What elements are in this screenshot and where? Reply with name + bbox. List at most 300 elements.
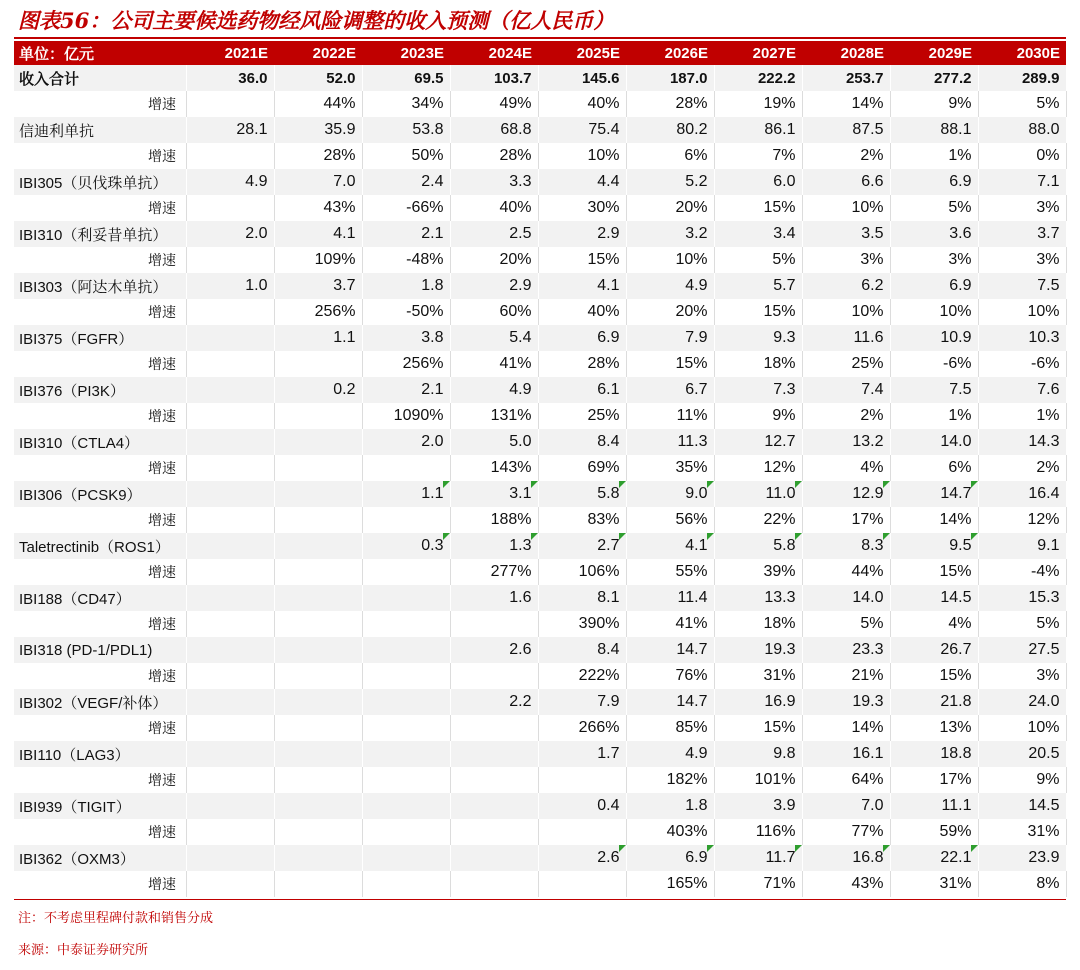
table-cell: 10%: [890, 299, 978, 325]
row-label: 增速: [14, 455, 186, 481]
table-cell: 3.9: [714, 793, 802, 819]
table-cell: -66%: [362, 195, 450, 221]
table-cell: 1%: [978, 403, 1066, 429]
table-cell: 56%: [626, 507, 714, 533]
table-cell: [274, 403, 362, 429]
table-cell: 10%: [978, 715, 1066, 741]
table-cell: 15%: [538, 247, 626, 273]
table-cell: 15%: [714, 299, 802, 325]
table-cell: 9%: [714, 403, 802, 429]
table-cell: 16.8: [802, 845, 890, 871]
table-cell: [186, 741, 274, 767]
table-cell: 64%: [802, 767, 890, 793]
table-cell: 49%: [450, 91, 538, 117]
table-cell: 6%: [626, 143, 714, 169]
table-cell: 222%: [538, 663, 626, 689]
table-cell: 9.0: [626, 481, 714, 507]
table-cell: [186, 377, 274, 403]
revenue-forecast-table: [14, 41, 1067, 897]
table-cell: 5%: [978, 611, 1066, 637]
row-label: 收入合计: [14, 65, 186, 91]
row-label: 增速: [14, 247, 186, 273]
table-cell: 131%: [450, 403, 538, 429]
table-cell: 3%: [802, 247, 890, 273]
table-cell: 5.4: [450, 325, 538, 351]
table-cell: 2.6: [538, 845, 626, 871]
table-cell: 4.9: [186, 169, 274, 195]
table-cell: 8.1: [538, 585, 626, 611]
table-cell: 12%: [714, 455, 802, 481]
column-header: 2024E: [450, 41, 538, 65]
table-cell: [186, 871, 274, 897]
table-cell: 3.7: [978, 221, 1066, 247]
table-cell: 19.3: [802, 689, 890, 715]
table-cell: [186, 429, 274, 455]
table-row: [14, 533, 1066, 559]
table-cell: 53.8: [362, 117, 450, 143]
table-cell: 7.9: [538, 689, 626, 715]
table-cell: 28%: [538, 351, 626, 377]
table-cell: 5%: [714, 247, 802, 273]
row-label: IBI303（阿达木单抗）: [14, 273, 186, 299]
table-cell: 266%: [538, 715, 626, 741]
table-cell: 28%: [274, 143, 362, 169]
table-cell: [362, 871, 450, 897]
table-cell: [450, 611, 538, 637]
table-cell: 7.4: [802, 377, 890, 403]
table-cell: [274, 455, 362, 481]
table-cell: 12.9: [802, 481, 890, 507]
table-cell: 11.7: [714, 845, 802, 871]
table-cell: 20%: [450, 247, 538, 273]
table-cell: 277%: [450, 559, 538, 585]
page-title: 图表56：公司主要候选药物经风险调整的收入预测（亿人民币）: [18, 8, 615, 33]
table-cell: 16.1: [802, 741, 890, 767]
table-cell: 69%: [538, 455, 626, 481]
table-cell: 3.4: [714, 221, 802, 247]
table-cell: 88.0: [978, 117, 1066, 143]
table-cell: 13%: [890, 715, 978, 741]
table-row: [14, 377, 1066, 403]
table-cell: 2%: [978, 455, 1066, 481]
table-cell: 14%: [890, 507, 978, 533]
table-cell: [274, 689, 362, 715]
table-cell: 2.2: [450, 689, 538, 715]
table-cell: [274, 793, 362, 819]
table-cell: [362, 611, 450, 637]
table-cell: 289.9: [978, 65, 1066, 91]
table-cell: 2.9: [450, 273, 538, 299]
table-cell: 36.0: [186, 65, 274, 91]
table-cell: 165%: [626, 871, 714, 897]
table-cell: [186, 559, 274, 585]
table-cell: [274, 533, 362, 559]
table-cell: 8.4: [538, 429, 626, 455]
table-cell: 59%: [890, 819, 978, 845]
table-cell: [186, 507, 274, 533]
table-cell: 6.2: [802, 273, 890, 299]
table-cell: 1.6: [450, 585, 538, 611]
table-cell: [274, 663, 362, 689]
table-cell: [274, 637, 362, 663]
table-cell: [186, 715, 274, 741]
table-cell: 2.0: [186, 221, 274, 247]
table-cell: 7.5: [978, 273, 1066, 299]
table-cell: 6.6: [802, 169, 890, 195]
table-cell: 4.4: [538, 169, 626, 195]
table-cell: 1090%: [362, 403, 450, 429]
row-label: IBI318 (PD-1/PDL1): [14, 637, 186, 663]
table-cell: 10%: [626, 247, 714, 273]
table-cell: 187.0: [626, 65, 714, 91]
row-label: 增速: [14, 767, 186, 793]
table-cell: 60%: [450, 299, 538, 325]
row-label: Taletrectinib（ROS1）: [14, 533, 186, 559]
table-cell: 7.9: [626, 325, 714, 351]
table-cell: [186, 455, 274, 481]
table-cell: [450, 715, 538, 741]
table-cell: 15.3: [978, 585, 1066, 611]
table-cell: [186, 767, 274, 793]
table-cell: 2.4: [362, 169, 450, 195]
table-cell: 69.5: [362, 65, 450, 91]
table-cell: 5.2: [626, 169, 714, 195]
table-cell: 43%: [274, 195, 362, 221]
footnote: 注：不考虑里程碑付款和销售分成: [18, 911, 214, 926]
table-cell: 0.4: [538, 793, 626, 819]
table-cell: 68.8: [450, 117, 538, 143]
table-row: [14, 481, 1066, 507]
table-cell: [186, 143, 274, 169]
table-cell: 8%: [978, 871, 1066, 897]
table-row: [14, 65, 1066, 91]
column-header: 2025E: [538, 41, 626, 65]
table-cell: 101%: [714, 767, 802, 793]
row-label: IBI939（TIGIT）: [14, 793, 186, 819]
table-cell: 15%: [714, 195, 802, 221]
table-cell: [186, 689, 274, 715]
table-cell: [186, 845, 274, 871]
column-header: 2029E: [890, 41, 978, 65]
table-cell: 5%: [890, 195, 978, 221]
table-cell: 3.8: [362, 325, 450, 351]
table-cell: [450, 845, 538, 871]
table-cell: 403%: [626, 819, 714, 845]
table-cell: 277.2: [890, 65, 978, 91]
table-cell: 4.9: [626, 273, 714, 299]
table-cell: 1.1: [274, 325, 362, 351]
table-cell: 14.7: [890, 481, 978, 507]
table-cell: 40%: [538, 91, 626, 117]
table-cell: 52.0: [274, 65, 362, 91]
table-cell: 31%: [890, 871, 978, 897]
table-cell: [186, 325, 274, 351]
table-cell: 9.5: [890, 533, 978, 559]
table-cell: [186, 533, 274, 559]
growth-row: [14, 91, 1066, 117]
table-cell: 6.9: [626, 845, 714, 871]
table-cell: [362, 637, 450, 663]
table-row: [14, 793, 1066, 819]
table-cell: 31%: [714, 663, 802, 689]
table-cell: 77%: [802, 819, 890, 845]
table-cell: [274, 767, 362, 793]
table-cell: 7.0: [274, 169, 362, 195]
table-cell: 16.9: [714, 689, 802, 715]
column-header: 单位：亿元: [14, 41, 186, 65]
table-cell: 21%: [802, 663, 890, 689]
growth-row: [14, 195, 1066, 221]
growth-row: [14, 871, 1066, 897]
table-cell: 0.3: [362, 533, 450, 559]
footer-divider: [14, 899, 1066, 900]
table-cell: 10.3: [978, 325, 1066, 351]
row-label: IBI310（CTLA4）: [14, 429, 186, 455]
table-cell: 12%: [978, 507, 1066, 533]
table-cell: 14.7: [626, 637, 714, 663]
table-cell: 2%: [802, 403, 890, 429]
growth-row: [14, 507, 1066, 533]
table-cell: 5%: [978, 91, 1066, 117]
row-label: IBI362（OXM3）: [14, 845, 186, 871]
table-cell: 11.6: [802, 325, 890, 351]
table-cell: -6%: [890, 351, 978, 377]
table-cell: 22%: [714, 507, 802, 533]
table-row: [14, 117, 1066, 143]
table-cell: 15%: [626, 351, 714, 377]
table-cell: 40%: [538, 299, 626, 325]
growth-row: [14, 767, 1066, 793]
table-cell: 3%: [978, 247, 1066, 273]
table-cell: 222.2: [714, 65, 802, 91]
table-cell: 3%: [978, 195, 1066, 221]
row-label: IBI376（PI3K）: [14, 377, 186, 403]
row-label: 增速: [14, 351, 186, 377]
table-cell: 3%: [890, 247, 978, 273]
table-cell: 2.6: [450, 637, 538, 663]
table-cell: 35%: [626, 455, 714, 481]
table-cell: 6.7: [626, 377, 714, 403]
table-cell: [186, 663, 274, 689]
table-cell: [274, 507, 362, 533]
source-note: 来源：中泰证券研究所: [18, 943, 149, 958]
table-cell: 87.5: [802, 117, 890, 143]
table-cell: [274, 481, 362, 507]
row-label: IBI375（FGFR）: [14, 325, 186, 351]
table-cell: 8.3: [802, 533, 890, 559]
table-cell: 11%: [626, 403, 714, 429]
growth-row: [14, 819, 1066, 845]
table-cell: 17%: [802, 507, 890, 533]
table-cell: 9.3: [714, 325, 802, 351]
table-cell: 1.1: [362, 481, 450, 507]
row-label: IBI306（PCSK9）: [14, 481, 186, 507]
table-cell: 28%: [450, 143, 538, 169]
table-cell: 9.1: [978, 533, 1066, 559]
table-cell: 41%: [450, 351, 538, 377]
table-cell: 12.7: [714, 429, 802, 455]
table-cell: 19%: [714, 91, 802, 117]
table-cell: 17%: [890, 767, 978, 793]
table-cell: 10%: [802, 299, 890, 325]
table-cell: 43%: [802, 871, 890, 897]
row-label: 增速: [14, 611, 186, 637]
table-cell: [274, 611, 362, 637]
table-cell: 35.9: [274, 117, 362, 143]
table-cell: 0.2: [274, 377, 362, 403]
table-cell: 16.4: [978, 481, 1066, 507]
table-cell: 3.5: [802, 221, 890, 247]
table-cell: [274, 819, 362, 845]
table-cell: 106%: [538, 559, 626, 585]
column-header: 2028E: [802, 41, 890, 65]
table-cell: [450, 767, 538, 793]
table-cell: 10%: [978, 299, 1066, 325]
row-label: 增速: [14, 819, 186, 845]
table-cell: 34%: [362, 91, 450, 117]
table-cell: 44%: [274, 91, 362, 117]
growth-row: [14, 351, 1066, 377]
title-divider: [14, 37, 1066, 39]
table-cell: 20%: [626, 195, 714, 221]
table-cell: [450, 819, 538, 845]
table-cell: 26.7: [890, 637, 978, 663]
table-cell: 2.0: [362, 429, 450, 455]
table-cell: [362, 819, 450, 845]
table-cell: 40%: [450, 195, 538, 221]
column-header: 2022E: [274, 41, 362, 65]
row-label: 增速: [14, 299, 186, 325]
table-cell: 1%: [890, 143, 978, 169]
column-header: 2023E: [362, 41, 450, 65]
table-cell: 11.3: [626, 429, 714, 455]
table-cell: 4%: [802, 455, 890, 481]
table-cell: [538, 819, 626, 845]
table-cell: 7.5: [890, 377, 978, 403]
table-cell: 6.9: [890, 273, 978, 299]
table-cell: 88.1: [890, 117, 978, 143]
table-cell: 7.6: [978, 377, 1066, 403]
table-cell: 28%: [626, 91, 714, 117]
row-label: IBI188（CD47）: [14, 585, 186, 611]
table-row: [14, 585, 1066, 611]
row-label: 信迪利单抗: [14, 117, 186, 143]
table-cell: 44%: [802, 559, 890, 585]
table-cell: 5.8: [538, 481, 626, 507]
table-cell: [274, 741, 362, 767]
table-cell: [274, 585, 362, 611]
table-cell: [362, 793, 450, 819]
table-cell: 14.7: [626, 689, 714, 715]
table-cell: 18%: [714, 611, 802, 637]
table-cell: [186, 247, 274, 273]
table-cell: [450, 871, 538, 897]
table-cell: 3.3: [450, 169, 538, 195]
table-cell: 14.0: [802, 585, 890, 611]
table-cell: 2.9: [538, 221, 626, 247]
table-cell: -6%: [978, 351, 1066, 377]
table-cell: 10%: [802, 195, 890, 221]
table-cell: 23.9: [978, 845, 1066, 871]
table-cell: 18.8: [890, 741, 978, 767]
growth-row: [14, 663, 1066, 689]
table-cell: 253.7: [802, 65, 890, 91]
table-cell: 13.2: [802, 429, 890, 455]
table-cell: [186, 819, 274, 845]
table-cell: 80.2: [626, 117, 714, 143]
table-cell: 4.1: [274, 221, 362, 247]
table-cell: 2.5: [450, 221, 538, 247]
table-cell: [538, 767, 626, 793]
growth-row: [14, 455, 1066, 481]
table-row: [14, 273, 1066, 299]
table-cell: [186, 481, 274, 507]
table-cell: 25%: [802, 351, 890, 377]
table-cell: 1.7: [538, 741, 626, 767]
table-cell: 7%: [714, 143, 802, 169]
table-cell: 3.1: [450, 481, 538, 507]
table-cell: 1.0: [186, 273, 274, 299]
table-header-row: [14, 41, 1066, 65]
table-body: [14, 65, 1066, 897]
growth-row: [14, 403, 1066, 429]
table-cell: 4.9: [626, 741, 714, 767]
table-cell: 256%: [362, 351, 450, 377]
table-cell: 3.2: [626, 221, 714, 247]
table-cell: [450, 793, 538, 819]
table-cell: [538, 871, 626, 897]
growth-row: [14, 559, 1066, 585]
table-row: [14, 221, 1066, 247]
row-label: IBI310（利妥昔单抗）: [14, 221, 186, 247]
table-cell: [186, 351, 274, 377]
table-cell: 5%: [802, 611, 890, 637]
table-cell: 14.5: [890, 585, 978, 611]
table-cell: [186, 611, 274, 637]
table-cell: 1.8: [626, 793, 714, 819]
growth-row: [14, 715, 1066, 741]
table-cell: [362, 663, 450, 689]
table-cell: 7.0: [802, 793, 890, 819]
table-row: [14, 637, 1066, 663]
table-cell: 256%: [274, 299, 362, 325]
table-cell: [274, 559, 362, 585]
table-cell: [186, 403, 274, 429]
table-cell: 103.7: [450, 65, 538, 91]
row-label: 增速: [14, 143, 186, 169]
table-cell: 9%: [978, 767, 1066, 793]
table-cell: [362, 455, 450, 481]
table-cell: 182%: [626, 767, 714, 793]
table-cell: [362, 767, 450, 793]
table-cell: 4.1: [626, 533, 714, 559]
table-cell: 9%: [890, 91, 978, 117]
table-cell: 25%: [538, 403, 626, 429]
table-cell: 30%: [538, 195, 626, 221]
table-cell: 27.5: [978, 637, 1066, 663]
table-cell: 6.9: [890, 169, 978, 195]
table-cell: 2.1: [362, 221, 450, 247]
row-label: 增速: [14, 663, 186, 689]
table-cell: 23.3: [802, 637, 890, 663]
row-label: 增速: [14, 403, 186, 429]
table-cell: 8.4: [538, 637, 626, 663]
table-cell: 116%: [714, 819, 802, 845]
row-label: IBI110（LAG3）: [14, 741, 186, 767]
row-label: IBI302（VEGF/补体）: [14, 689, 186, 715]
table-cell: 3.6: [890, 221, 978, 247]
table-cell: 1.8: [362, 273, 450, 299]
